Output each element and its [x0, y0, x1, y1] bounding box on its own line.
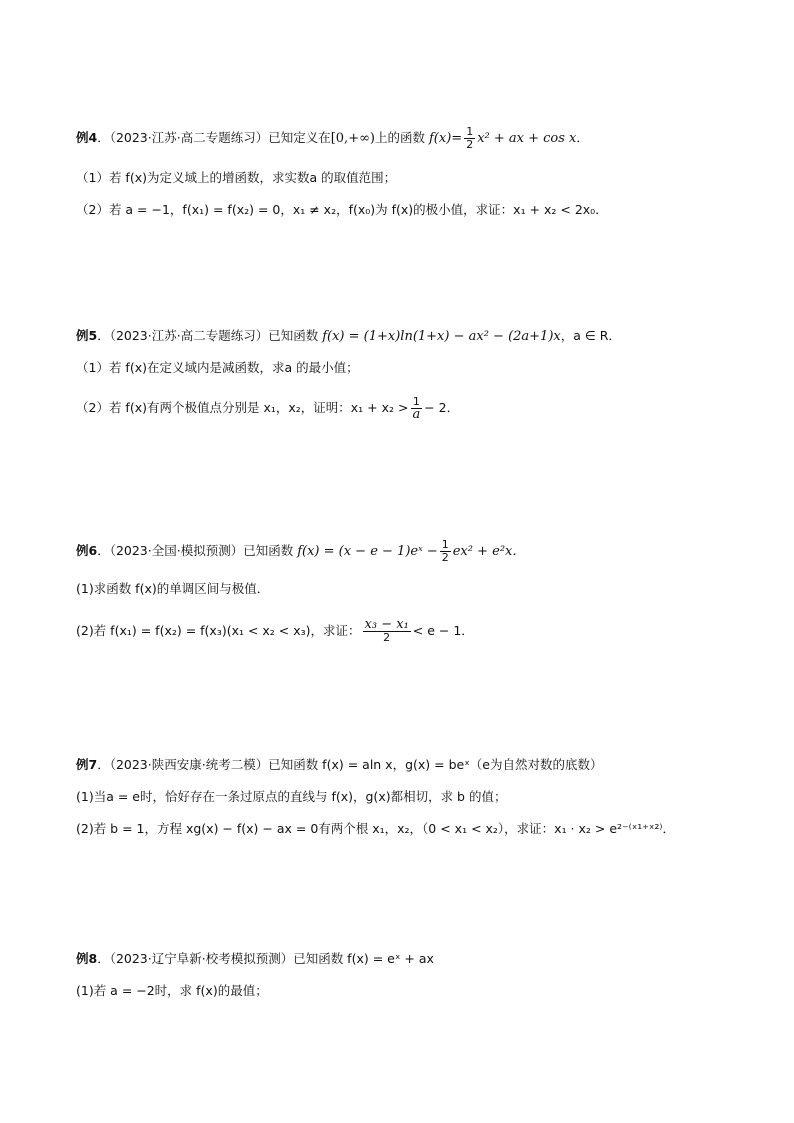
example-4-func-rhs: x² + ax + cos x [477, 131, 577, 146]
example-4-label: 例4 [76, 130, 98, 145]
example-6-source: ．（2023·全国·模拟预测）已知函数 [97, 543, 294, 558]
example-7-stem [76, 755, 602, 775]
example-4-part-2: （2）若 a = −1，f(x₁) = f(x₂) = 0，x₁ ≠ x₂，f(x₀)为 f(x)的极小值，求证：x₁ + x₂ < 2x₀． [76, 202, 608, 217]
example-8-part-1: (1)若 a = −2时，求 f(x)的最值； [76, 983, 268, 998]
example-8-source: ．（2023·辽宁阜新·校考模拟预测）已知函数 f(x) = eˣ + ax [97, 951, 434, 966]
example-5-label: 例5 [76, 328, 98, 343]
example-7-source: ．（2023·陕西安康·统考二模）已知函数 f(x) = aln x，g(x) = beˣ（e为自然对数的底数） [97, 757, 603, 772]
example-5-frac: $\frac{1}{a}$ [412, 395, 421, 422]
example-4-stem: 例4．（2023·江苏·高二专题练习）已知定义在[0,+∞)上的函数 f(x)= $\frac{1}{2}$ x² + ax + cos x． [76, 125, 589, 151]
example-7-label: 例7 [76, 757, 98, 772]
example-6-frac-2: $\frac{\text{x₃ − x₁}}{2}$ [364, 617, 409, 644]
example-4-part-1: （1）若 f(x)为定义域上的增函数，求实数a 的取值范围； [76, 170, 397, 185]
example-6-stem: 例6．（2023·全国·模拟预测）已知函数 f(x) = (x − e − 1)eˣ − $\frac{1}{2}$ ex² + e²x． [76, 538, 526, 564]
example-4-func-lhs: f(x)= [429, 131, 463, 146]
example-7-part-1: (1)当a = e时，恰好存在一条过原点的直线与 f(x)，g(x)都相切，求 b 的值； [76, 789, 507, 804]
example-6-label: 例6 [76, 543, 98, 558]
example-4-domain: [0,+∞) [330, 131, 375, 146]
example-8-label: 例8 [76, 951, 98, 966]
example-5-source: ．（2023·江苏·高二专题练习）已知函数 [97, 328, 319, 343]
example-5-part-1: （1）若 f(x)在定义域内是减函数，求a 的最小值； [76, 360, 359, 375]
example-5-func: f(x) = (1+x)ln(1+x) − ax² − (2a+1)x [322, 329, 561, 344]
example-5-part-2: （2）若 f(x)有两个极值点分别是 x₁，x₂，证明：x₁ + x₂ > $\frac{1}{a}$ − 2． [76, 395, 460, 422]
example-6-part-1: (1)求函数 f(x)的单调区间与极值． [76, 581, 270, 596]
example-7-part-2: (2)若 b = 1，方程 xg(x) − f(x) − ax = 0有两个根 x₁，x₂，（0 < x₁ < x₂），求证：x₁ · x₂ > e²⁻⁽ˣ¹⁺ˣ²⁾． [76, 821, 675, 836]
example-6-part-2: (2)若 f(x₁) = f(x₂) = f(x₃)(x₁ < x₂ < x₃)，求证： $\frac{\text{x₃ − x₁}}{2}$ < e − 1． [76, 617, 474, 644]
example-5-tail: ，a ∈ R． [560, 328, 621, 343]
example-8-stem [76, 949, 434, 969]
example-6-frac: $\frac{1}{2}$ [441, 538, 449, 564]
example-4-frac: $\frac{1}{2}$ [466, 125, 474, 151]
example-4-source: ．（2023·江苏·高二专题练习）已知定义在 [97, 130, 331, 145]
example-5-stem [76, 326, 621, 347]
